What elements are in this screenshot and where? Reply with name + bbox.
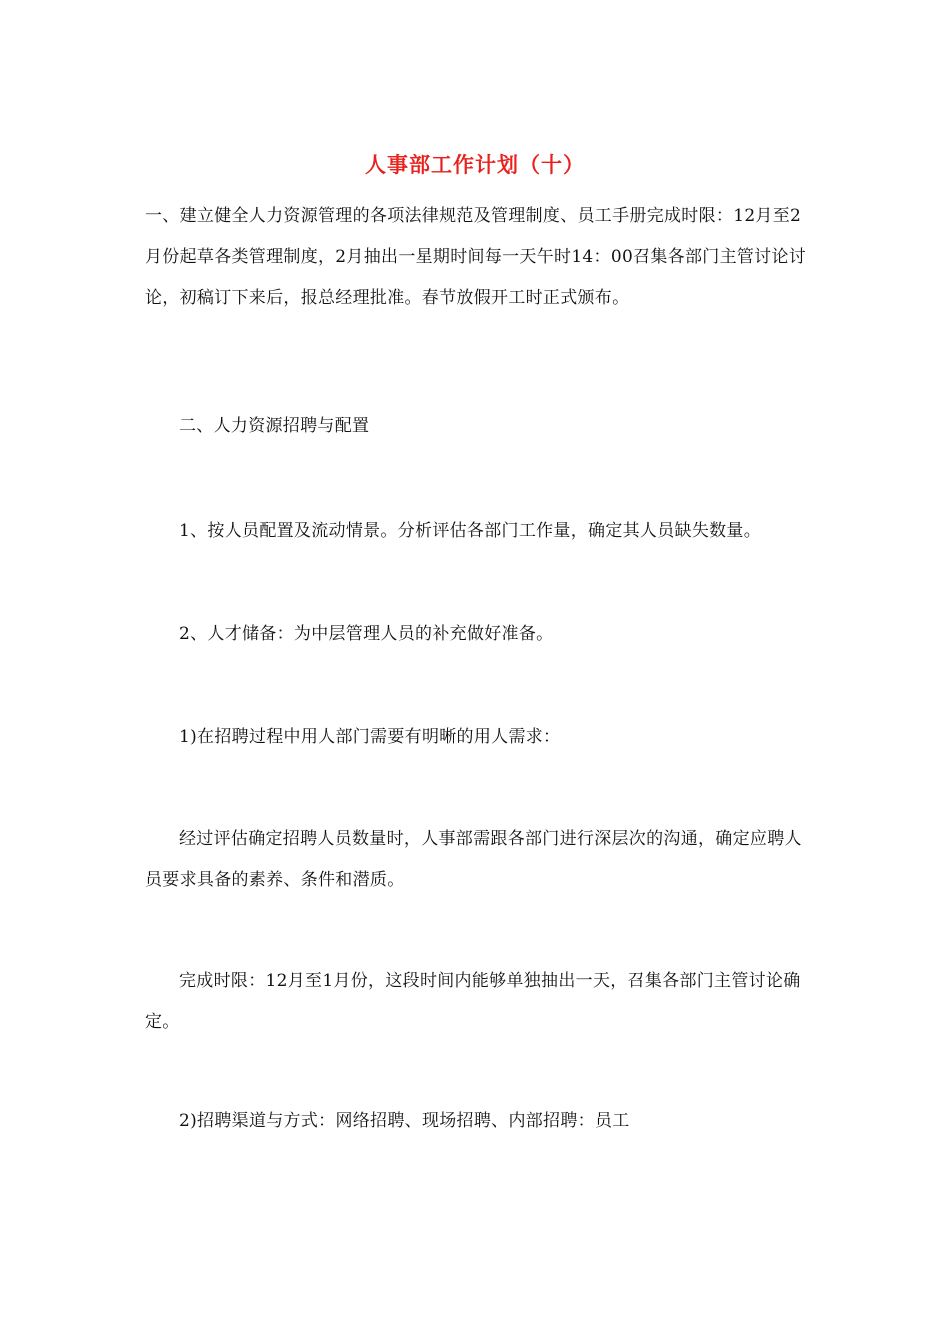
document-title: 人事部工作计划（十） [365,152,585,177]
paragraph-5: 1)在招聘过程中用人部门需要有明晰的用人需求： [179,727,561,747]
paragraph-7: 完成时限：12月至1月份，这段时间内能够单独抽出一天，召集各部门主管讨论确定。 [145,971,801,1032]
paragraph-2: 二、人力资源招聘与配置 [179,416,370,436]
paragraph-3: 1、按人员配置及流动情景。分析评估各部门工作量，确定其人员缺失数量。 [179,521,762,541]
paragraph-6: 经过评估确定招聘人员数量时，人事部需跟各部门进行深层次的沟通，确定应聘人员要求具备的素养、条件和潜质。 [145,829,802,890]
paragraph-1: 一、建立健全人力资源管理的各项法律规范及管理制度、员工手册完成时限：12月至2月份起草各类管理制度，2月抽出一星期时间每一天午时14：00召集各部门主管讨论讨论，初稿订下来后，报总经理批准。春节放假开工时正式颁布。 [145,206,807,308]
paragraph-8: 2)招聘渠道与方式：网络招聘、现场招聘、内部招聘：员工 [179,1111,630,1131]
paragraph-4: 2、人才储备：为中层管理人员的补充做好准备。 [179,624,554,644]
